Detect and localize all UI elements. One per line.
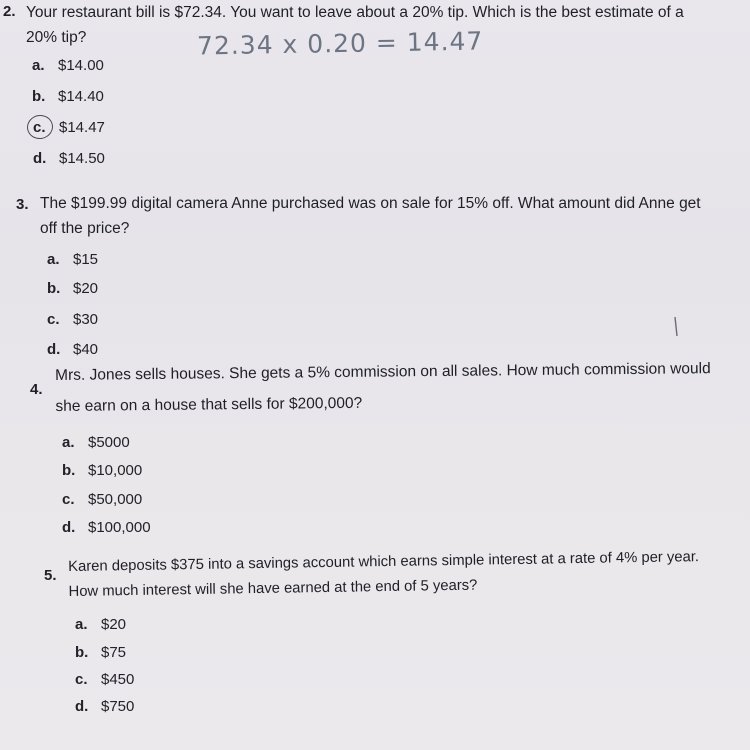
option-value: $10,000 bbox=[88, 462, 143, 479]
option-letter: c. bbox=[47, 311, 60, 328]
question-line: she earn on a house that sells for $200,000? bbox=[55, 394, 363, 415]
answer-option[interactable] bbox=[75, 698, 134, 715]
option-letter: c. bbox=[75, 671, 88, 688]
option-letter: c. bbox=[33, 119, 46, 136]
answer-option[interactable] bbox=[75, 644, 126, 661]
answer-option[interactable] bbox=[62, 434, 130, 451]
option-value: $14.47 bbox=[59, 119, 105, 136]
answer-option[interactable] bbox=[75, 616, 126, 633]
option-value: $450 bbox=[101, 671, 135, 688]
option-value: $75 bbox=[101, 644, 127, 661]
option-letter: b. bbox=[62, 462, 76, 479]
question-text bbox=[55, 356, 711, 419]
option-letter: d. bbox=[47, 341, 61, 358]
question-text bbox=[40, 191, 701, 241]
question-line: Karen deposits $375 into a savings account which earns simple interest at a rate of 4% per year. bbox=[68, 549, 700, 575]
answer-option[interactable] bbox=[47, 251, 98, 268]
option-letter: b. bbox=[32, 88, 46, 105]
option-value: $14.50 bbox=[59, 150, 105, 167]
answer-option[interactable] bbox=[47, 280, 98, 297]
answer-option[interactable] bbox=[47, 341, 98, 358]
answer-option[interactable] bbox=[47, 311, 98, 328]
answer-option[interactable] bbox=[33, 150, 105, 167]
answer-option[interactable] bbox=[62, 519, 151, 536]
option-value: $14.00 bbox=[58, 57, 104, 74]
option-value: $20 bbox=[101, 616, 127, 633]
question-line: How much interest will she have earned at the end of 5 years? bbox=[68, 577, 478, 600]
question-number: 4. bbox=[30, 381, 43, 398]
question-number: 5. bbox=[44, 567, 57, 584]
question-line: Your restaurant bill is $72.34. You want to leave about a 20% tip. Which is the best estimate of a bbox=[26, 4, 684, 21]
question-line: The $199.99 digital camera Anne purchased was on sale for 15% off. What amount did Anne get bbox=[40, 195, 701, 212]
question-text bbox=[68, 545, 700, 605]
option-letter: b. bbox=[47, 280, 61, 297]
answer-option[interactable] bbox=[32, 57, 104, 74]
option-letter: a. bbox=[32, 57, 45, 74]
question-line: Mrs. Jones sells houses. She gets a 5% commission on all sales. How much commission would bbox=[55, 360, 711, 384]
option-value: $50,000 bbox=[88, 491, 143, 508]
answer-option[interactable] bbox=[32, 88, 104, 105]
option-value: $5000 bbox=[88, 434, 130, 451]
answer-option[interactable] bbox=[62, 462, 142, 479]
option-letter: a. bbox=[62, 434, 75, 451]
question-line: 20% tip? bbox=[26, 29, 87, 46]
option-letter: b. bbox=[75, 644, 89, 661]
answer-option[interactable] bbox=[75, 671, 134, 688]
option-value: $14.40 bbox=[58, 88, 104, 105]
option-value: $40 bbox=[73, 341, 99, 358]
option-value: $20 bbox=[73, 280, 99, 297]
pencil-mark bbox=[668, 315, 682, 339]
option-letter: d. bbox=[62, 519, 76, 536]
question-number: 2. bbox=[3, 3, 16, 20]
option-value: $15 bbox=[73, 251, 99, 268]
question-line: off the price? bbox=[40, 220, 130, 237]
option-value: $30 bbox=[73, 311, 99, 328]
question-number: 3. bbox=[16, 196, 29, 213]
answer-option[interactable] bbox=[62, 491, 142, 508]
option-letter: c. bbox=[62, 491, 75, 508]
option-letter: d. bbox=[33, 150, 47, 167]
option-value: $100,000 bbox=[88, 519, 151, 536]
option-letter: a. bbox=[47, 251, 60, 268]
handwritten-calculation: 72.34 x 0.20 = 14.47 bbox=[196, 26, 484, 61]
option-letter: a. bbox=[75, 616, 88, 633]
option-letter: d. bbox=[75, 698, 89, 715]
option-value: $750 bbox=[101, 698, 135, 715]
answer-option[interactable] bbox=[33, 119, 105, 136]
